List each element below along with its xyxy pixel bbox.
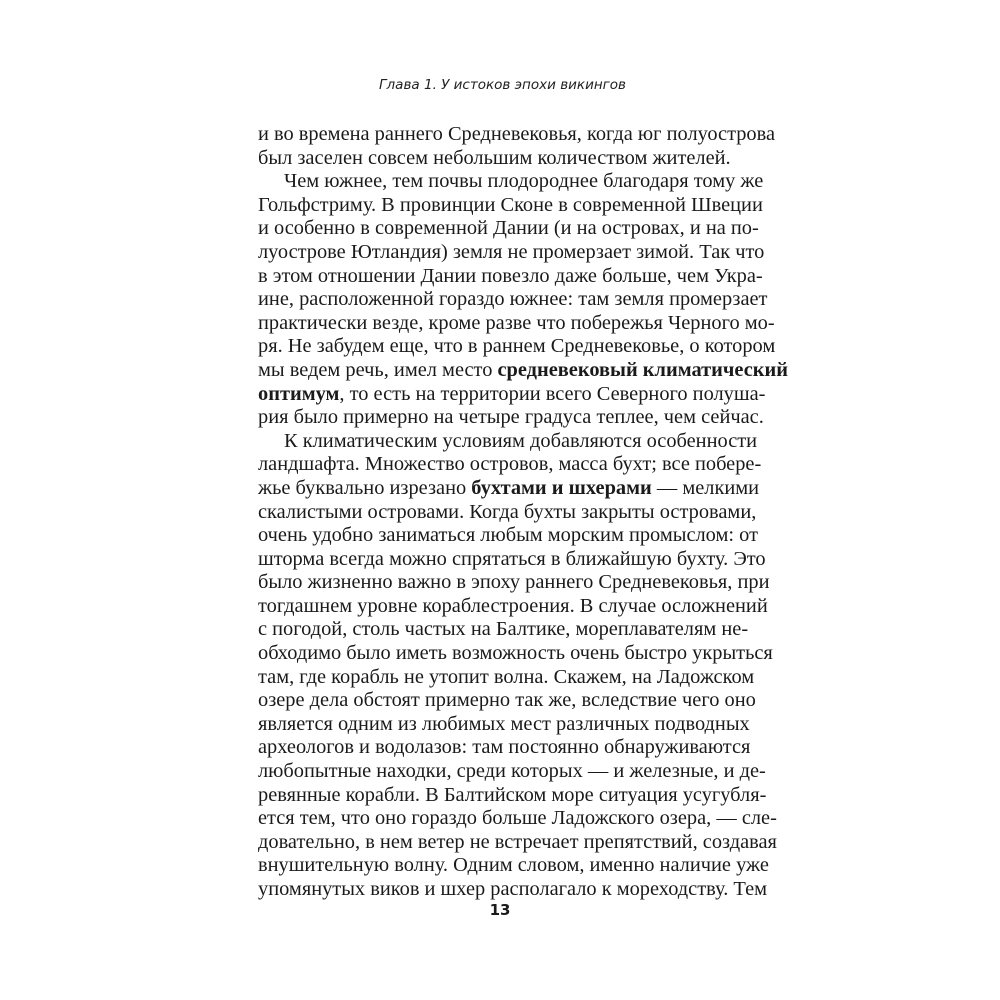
text-line: скалистыми островами. Когда бухты закрыты островами,: [258, 500, 757, 523]
text-line: мы ведем речь, имел место средневековый климатический: [258, 358, 789, 381]
text-line: оптимум, то есть на территории всего Северного полуша-: [258, 382, 766, 405]
bold-term: средневековый климатический: [497, 358, 789, 381]
bold-term: бухтами и шхерами: [471, 476, 652, 499]
text-line: и во времена раннего Средневековья, когда юг полуострова: [258, 123, 776, 145]
text-line: там, где корабль не утопит волна. Скажем, на Ладожском: [258, 665, 755, 688]
running-header: Глава 1. У истоков эпохи викингов: [379, 77, 626, 93]
text-line: упомянутых виков и шхер располагало к мореходству. Тем: [258, 878, 768, 900]
text-line: любопытные находки, среди которых — и железные, и де-: [258, 760, 766, 783]
text-line: практически везде, кроме разве что побережья Черного мо-: [258, 311, 775, 334]
text-line: ется тем, что оно гораздо больше Ладожского озера, — сле-: [258, 807, 777, 830]
text-line: обходимо было иметь возможность очень быстро укрыться: [258, 642, 773, 665]
text-line: в этом отношении Дании повезло даже больше, чем Укра-: [258, 264, 763, 287]
text-line: Гольфстриму. В провинции Сконе в современной Швеции: [258, 193, 763, 216]
text-line: археологов и водолазов: там постоянно обнаруживаются: [258, 736, 751, 759]
text-line: был заселен совсем небольшим количеством жителей.: [258, 146, 731, 169]
text-line: луострове Ютландия) земля не промерзает зимой. Так что: [258, 240, 765, 263]
text-line: ине, расположенной гораздо южнее: там земля промерзает: [258, 288, 768, 311]
text-line: и особенно в современной Дании (и на островах, и на по-: [258, 217, 759, 240]
text-line: Чем южнее, тем почвы плодороднее благодаря тому же: [284, 170, 764, 193]
text-line: является одним из любимых мест различных подводных: [258, 712, 750, 735]
text-line: ревянные корабли. В Балтийском море ситуация усугубля-: [258, 783, 767, 806]
text-line: озере дела обстоят примерно так же, вследствие чего оно: [258, 689, 756, 712]
text-line: довательно, в нем ветер не встречает препятствий, создавая: [258, 830, 777, 853]
text-line: внушительную волну. Одним словом, именно наличие уже: [258, 854, 769, 877]
text-line: рия было примерно на четыре градуса теплее, чем сейчас.: [258, 406, 764, 429]
text-line: ря. Не забудем еще, что в раннем Средневековье, о котором: [258, 335, 776, 358]
text-line: было жизненно важно в эпоху раннего Средневековья, при: [258, 571, 770, 594]
text-line: шторма всегда можно спрятаться в ближайшую бухту. Это: [258, 547, 766, 570]
body-text: [258, 123, 789, 902]
text-line: К климатическим условиям добавляются особенности: [284, 429, 758, 452]
text-line: очень удобно заниматься любым морским промыслом: от: [258, 524, 758, 547]
text-line: жье буквально изрезано бухтами и шхерами — мелкими: [258, 476, 760, 499]
text-line: с погодой, столь частых на Балтике, мореплавателям не-: [258, 618, 749, 641]
page-number: 13: [489, 901, 511, 919]
bold-term: оптимум: [258, 382, 340, 405]
text-line: ландшафта. Множество островов, масса бухт; все побере-: [258, 453, 762, 476]
text-line: тогдашнем уровне кораблестроения. В случае осложнений: [258, 594, 768, 617]
